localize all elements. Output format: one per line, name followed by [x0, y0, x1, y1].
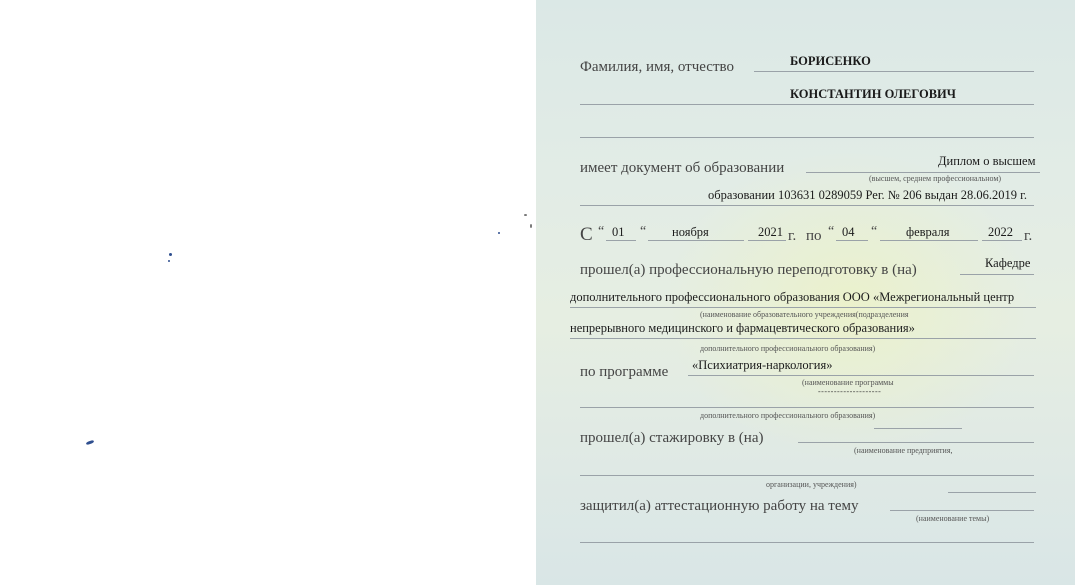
ink-speck [530, 224, 532, 228]
to-month-value: февраля [906, 225, 950, 239]
ink-speck [524, 214, 527, 216]
ink-speck [86, 440, 95, 446]
program-line [688, 375, 1034, 376]
doc-details-line [580, 205, 1034, 206]
from-year-line [748, 240, 786, 241]
to-month-line [880, 240, 978, 241]
to-label: по [806, 228, 822, 244]
program-hint: (наименование программы [802, 378, 894, 387]
doc-details-value: образовании 103631 0289059 Рег. № 206 выдан 28.06.2019 г. [708, 188, 1027, 202]
retraining-label: прошел(а) профессиональную переподготовку в (на) [580, 262, 917, 278]
institution-line1-value: дополнительного профессионального образования ООО «Межрегиональный центр [570, 290, 1015, 304]
to-day-line [836, 240, 868, 241]
ink-speck [168, 260, 170, 262]
program-line2 [580, 407, 1034, 408]
thesis-hint: (наименование темы) [916, 514, 990, 523]
institution-line2-value: непрерывного медицинского и фармацевтического образования» [570, 321, 915, 335]
internship-hint2: организации, учреждения) [766, 480, 857, 489]
from-day-value: 01 [612, 225, 625, 239]
name-line [580, 104, 1034, 105]
certificate-page [536, 0, 1075, 585]
doc-type-line [806, 172, 1040, 173]
has-document-label: имеет документ об образовании [580, 160, 785, 176]
internship-label: прошел(а) стажировку в (на) [580, 430, 764, 446]
program-hint2: дополнительного профессионального образования) [700, 411, 876, 420]
fio-line [754, 71, 1034, 72]
from-year-suffix: г. [788, 228, 797, 244]
from-year-value: 2021 [758, 225, 783, 239]
ink-speck [169, 253, 172, 256]
internship-hint1: (наименование предприятия, [854, 446, 953, 455]
program-dashes: -------------------- [818, 387, 882, 396]
from-label: С [580, 224, 593, 245]
to-year-value: 2022 [988, 225, 1013, 239]
program-label: по программе [580, 364, 669, 380]
surname-value: БОРИСЕНКО [790, 54, 871, 68]
internship-line2 [580, 475, 1034, 476]
to-quote-open: “ [828, 224, 835, 239]
retraining-line [960, 274, 1034, 275]
program-name-value: «Психиатрия-наркология» [692, 358, 833, 372]
thesis-top-line [948, 492, 1036, 493]
to-year-suffix: г. [1024, 228, 1033, 244]
ink-speck [498, 232, 500, 234]
from-quote-close: “ [640, 224, 647, 239]
blank-line [580, 137, 1034, 138]
institution-hint1: (наименование образовательного учреждения(подразделения [700, 310, 909, 319]
from-month-line [648, 240, 744, 241]
to-day-value: 04 [842, 225, 855, 239]
from-quote-open: “ [598, 224, 605, 239]
from-month-value: ноября [672, 225, 709, 239]
name-patronymic-value: КОНСТАНТИН ОЛЕГОВИЧ [790, 87, 956, 101]
doc-type-hint: (высшем, среднем профессиональном) [869, 174, 1002, 183]
retraining-first-word: Кафедре [985, 256, 1031, 270]
defended-label: защитил(а) аттестационную работу на тему [580, 498, 859, 514]
institution-line2-line [570, 338, 1036, 339]
to-year-line [982, 240, 1022, 241]
from-day-line [606, 240, 636, 241]
institution-hint2: дополнительного профессионального образования) [700, 344, 876, 353]
internship-line [798, 442, 1034, 443]
internship-top-line [874, 428, 962, 429]
fio-label: Фамилия, имя, отчество [580, 59, 734, 75]
to-quote-close: “ [871, 224, 878, 239]
thesis-line2 [580, 542, 1034, 543]
left-blank-page [0, 0, 536, 585]
thesis-line [890, 510, 1034, 511]
doc-type-value: Диплом о высшем [938, 154, 1036, 168]
institution-line1-line [570, 307, 1036, 308]
